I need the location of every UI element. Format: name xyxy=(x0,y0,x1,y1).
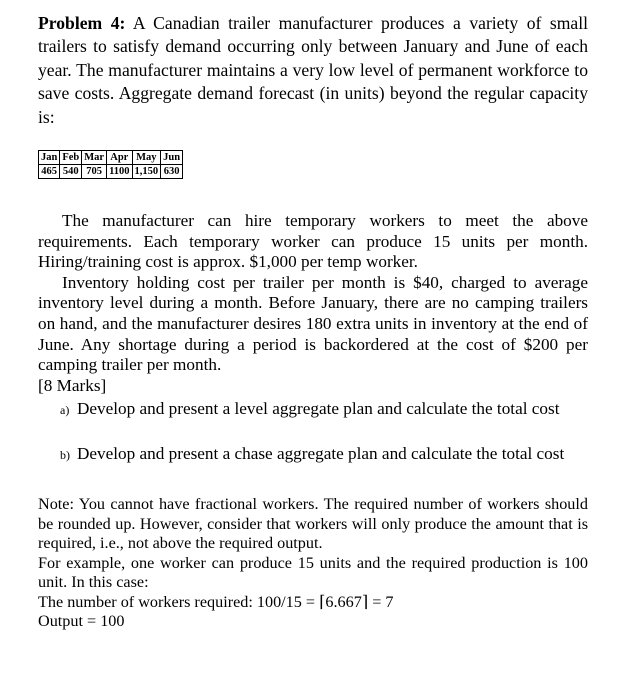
question-a-text: Develop and present a level aggregate plan and calculate the total cost xyxy=(77,399,560,419)
demand-cell-mar: 705 xyxy=(82,165,107,179)
month-cell-may: May xyxy=(132,151,161,165)
note-block xyxy=(38,495,588,632)
demand-cell-jun: 630 xyxy=(161,165,183,179)
month-cell-apr: Apr xyxy=(107,151,132,165)
demand-cell-apr: 1100 xyxy=(107,165,132,179)
inventory-paragraph: Inventory holding cost per trailer per month is $40, charged to average inventory level during a month. Before January, there are no camping trailers on hand, and the manufacturer desires 180 extra units in inventory at the end of June. Any shortage during a period is backordered at the cost of $200 per camping trailer per month. xyxy=(38,272,588,375)
demand-forecast-table xyxy=(38,150,183,179)
marks-label: [8 Marks] xyxy=(38,375,107,395)
note-example: For example, one worker can produce 15 units and the required production is 100 unit. In this case: xyxy=(38,553,588,592)
month-cell-jun: Jun xyxy=(161,151,183,165)
demand-cell-jan: 465 xyxy=(39,165,60,179)
problem-document xyxy=(38,12,588,632)
note-output: Output = 100 xyxy=(38,612,125,631)
table-value-row xyxy=(39,165,183,179)
question-a xyxy=(60,398,588,421)
problem-intro xyxy=(38,12,588,129)
month-cell-jan: Jan xyxy=(39,151,60,165)
month-cell-feb: Feb xyxy=(60,151,82,165)
note-paragraph: Note: You cannot have fractional workers. The required number of workers should be rounded up. However, consider that workers will only produce the amount that is required, i.e., not above the required output. xyxy=(38,495,588,553)
demand-cell-feb: 540 xyxy=(60,165,82,179)
problem-heading: Problem 4: xyxy=(38,13,126,33)
hiring-paragraph: The manufacturer can hire temporary workers to meet the above requirements. Each temporary worker can produce 15 units per month. Hiring/training cost is approx. $1,000 per temp worker. xyxy=(38,211,588,272)
question-b-text: Develop and present a chase aggregate plan and calculate the total cost xyxy=(77,444,565,464)
demand-cell-may: 1,150 xyxy=(132,165,161,179)
question-a-label: a) xyxy=(60,403,70,418)
question-b xyxy=(60,443,588,466)
note-workers-formula: The number of workers required: 100/15 = ⌈6.667⌉ = 7 xyxy=(38,592,394,611)
table-header-row xyxy=(39,151,183,165)
question-b-label: b) xyxy=(60,448,70,463)
problem-intro-text: A Canadian trailer manufacturer produces a variety of small trailers to satisfy demand occurring only between January and June of each year. The manufacturer maintains a very low level of permanent workforce to save costs. Aggregate demand forecast (in units) beyond the regular capacity is: xyxy=(38,13,588,127)
month-cell-mar: Mar xyxy=(82,151,107,165)
